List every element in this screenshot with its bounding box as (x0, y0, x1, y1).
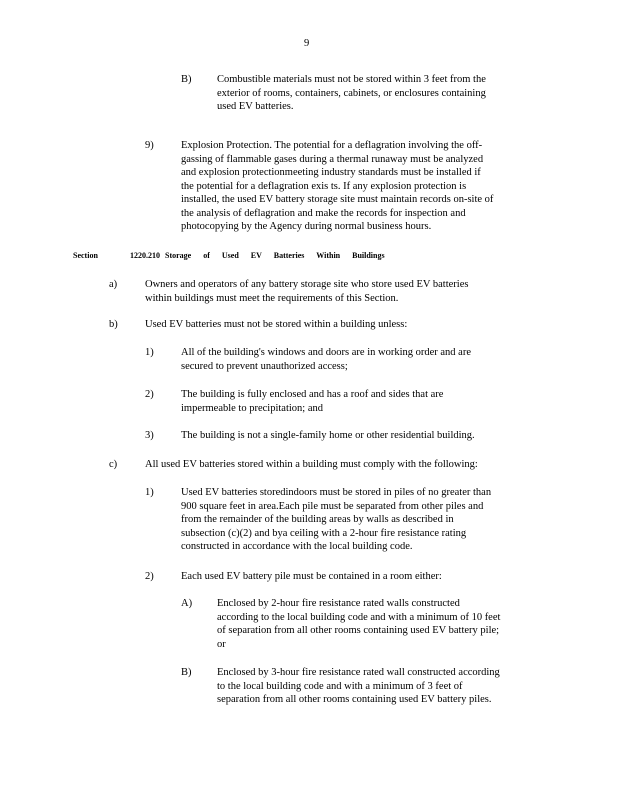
item-b-label: B) (181, 74, 192, 85)
item-9-text: Explosion Protection. The potential for a deflagration involving the off- gassing of flammable gases during a thermal runaway must be analyzed and explosion protectionmeeting industry standards must be installed if the potential for a deflagration exis ts. If any explosion protection is installed, the used EV battery storage site must maintain records on-site of the analysis of deflagration and make the records for inspection and photocopying by the Agency during normal business hours. (181, 140, 494, 232)
section-number: 1220.210 (130, 251, 160, 260)
para-b-label: b) (109, 319, 118, 330)
para-c2-text: Each used EV battery pile must be contained in a room either: (181, 571, 442, 582)
para-b2-label: 2) (145, 389, 154, 400)
para-b2-text: The building is fully enclosed and has a roof and sides that are impermeable to precipitation; and (181, 389, 444, 414)
para-b-text: Used EV batteries must not be stored within a building unless: (145, 319, 408, 330)
para-c1-label: 1) (145, 487, 154, 498)
para-b1-label: 1) (145, 347, 154, 358)
para-c2a-text: Enclosed by 2-hour fire resistance rated walls constructed according to the local building code and with a minimum of 10 feet of separation from all other rooms containing used EV battery pile; or (217, 598, 501, 650)
para-a-text: Owners and operators of any battery storage site who store used EV batteries within buildings must meet the requirements of this Section. (145, 279, 469, 304)
para-c-label: c) (109, 459, 118, 470)
section-label: Section (73, 251, 98, 260)
para-c2b-label: B) (181, 667, 192, 678)
para-c2a-label: A) (181, 598, 193, 609)
para-c2-label: 2) (145, 571, 154, 582)
para-c1-text: Used EV batteries storedindoors must be stored in piles of no greater than 900 square feet in area.Each pile must be separated from other piles and from the remainder of the building areas by walls as described in subsection (c)(2) and bya ceiling with a 2-hour fire resistance rating constructed in accordance with the local building code. (181, 487, 492, 552)
item-b-text: Combustible materials must not be stored within 3 feet from the exterior of rooms, containers, cabinets, or enclosures containing used EV batteries. (217, 74, 486, 112)
para-b3-text: The building is not a single-family home or other residential building. (181, 430, 475, 441)
para-c-text: All used EV batteries stored within a building must comply with the following: (145, 459, 478, 470)
para-b1-text: All of the building's windows and doors are in working order and are secured to prevent unauthorized access; (181, 347, 471, 372)
para-c2b-text: Enclosed by 3-hour fire resistance rated wall constructed according to the local building code and with a minimum of 3 feet of separation from all other rooms containing used EV battery piles. (217, 667, 500, 705)
item-9-label: 9) (145, 140, 154, 151)
para-b3-label: 3) (145, 430, 154, 441)
para-a-label: a) (109, 279, 118, 290)
section-title: Storage of Used EV Batteries Within Buildings (165, 251, 385, 260)
page-number: 9 (304, 38, 310, 49)
